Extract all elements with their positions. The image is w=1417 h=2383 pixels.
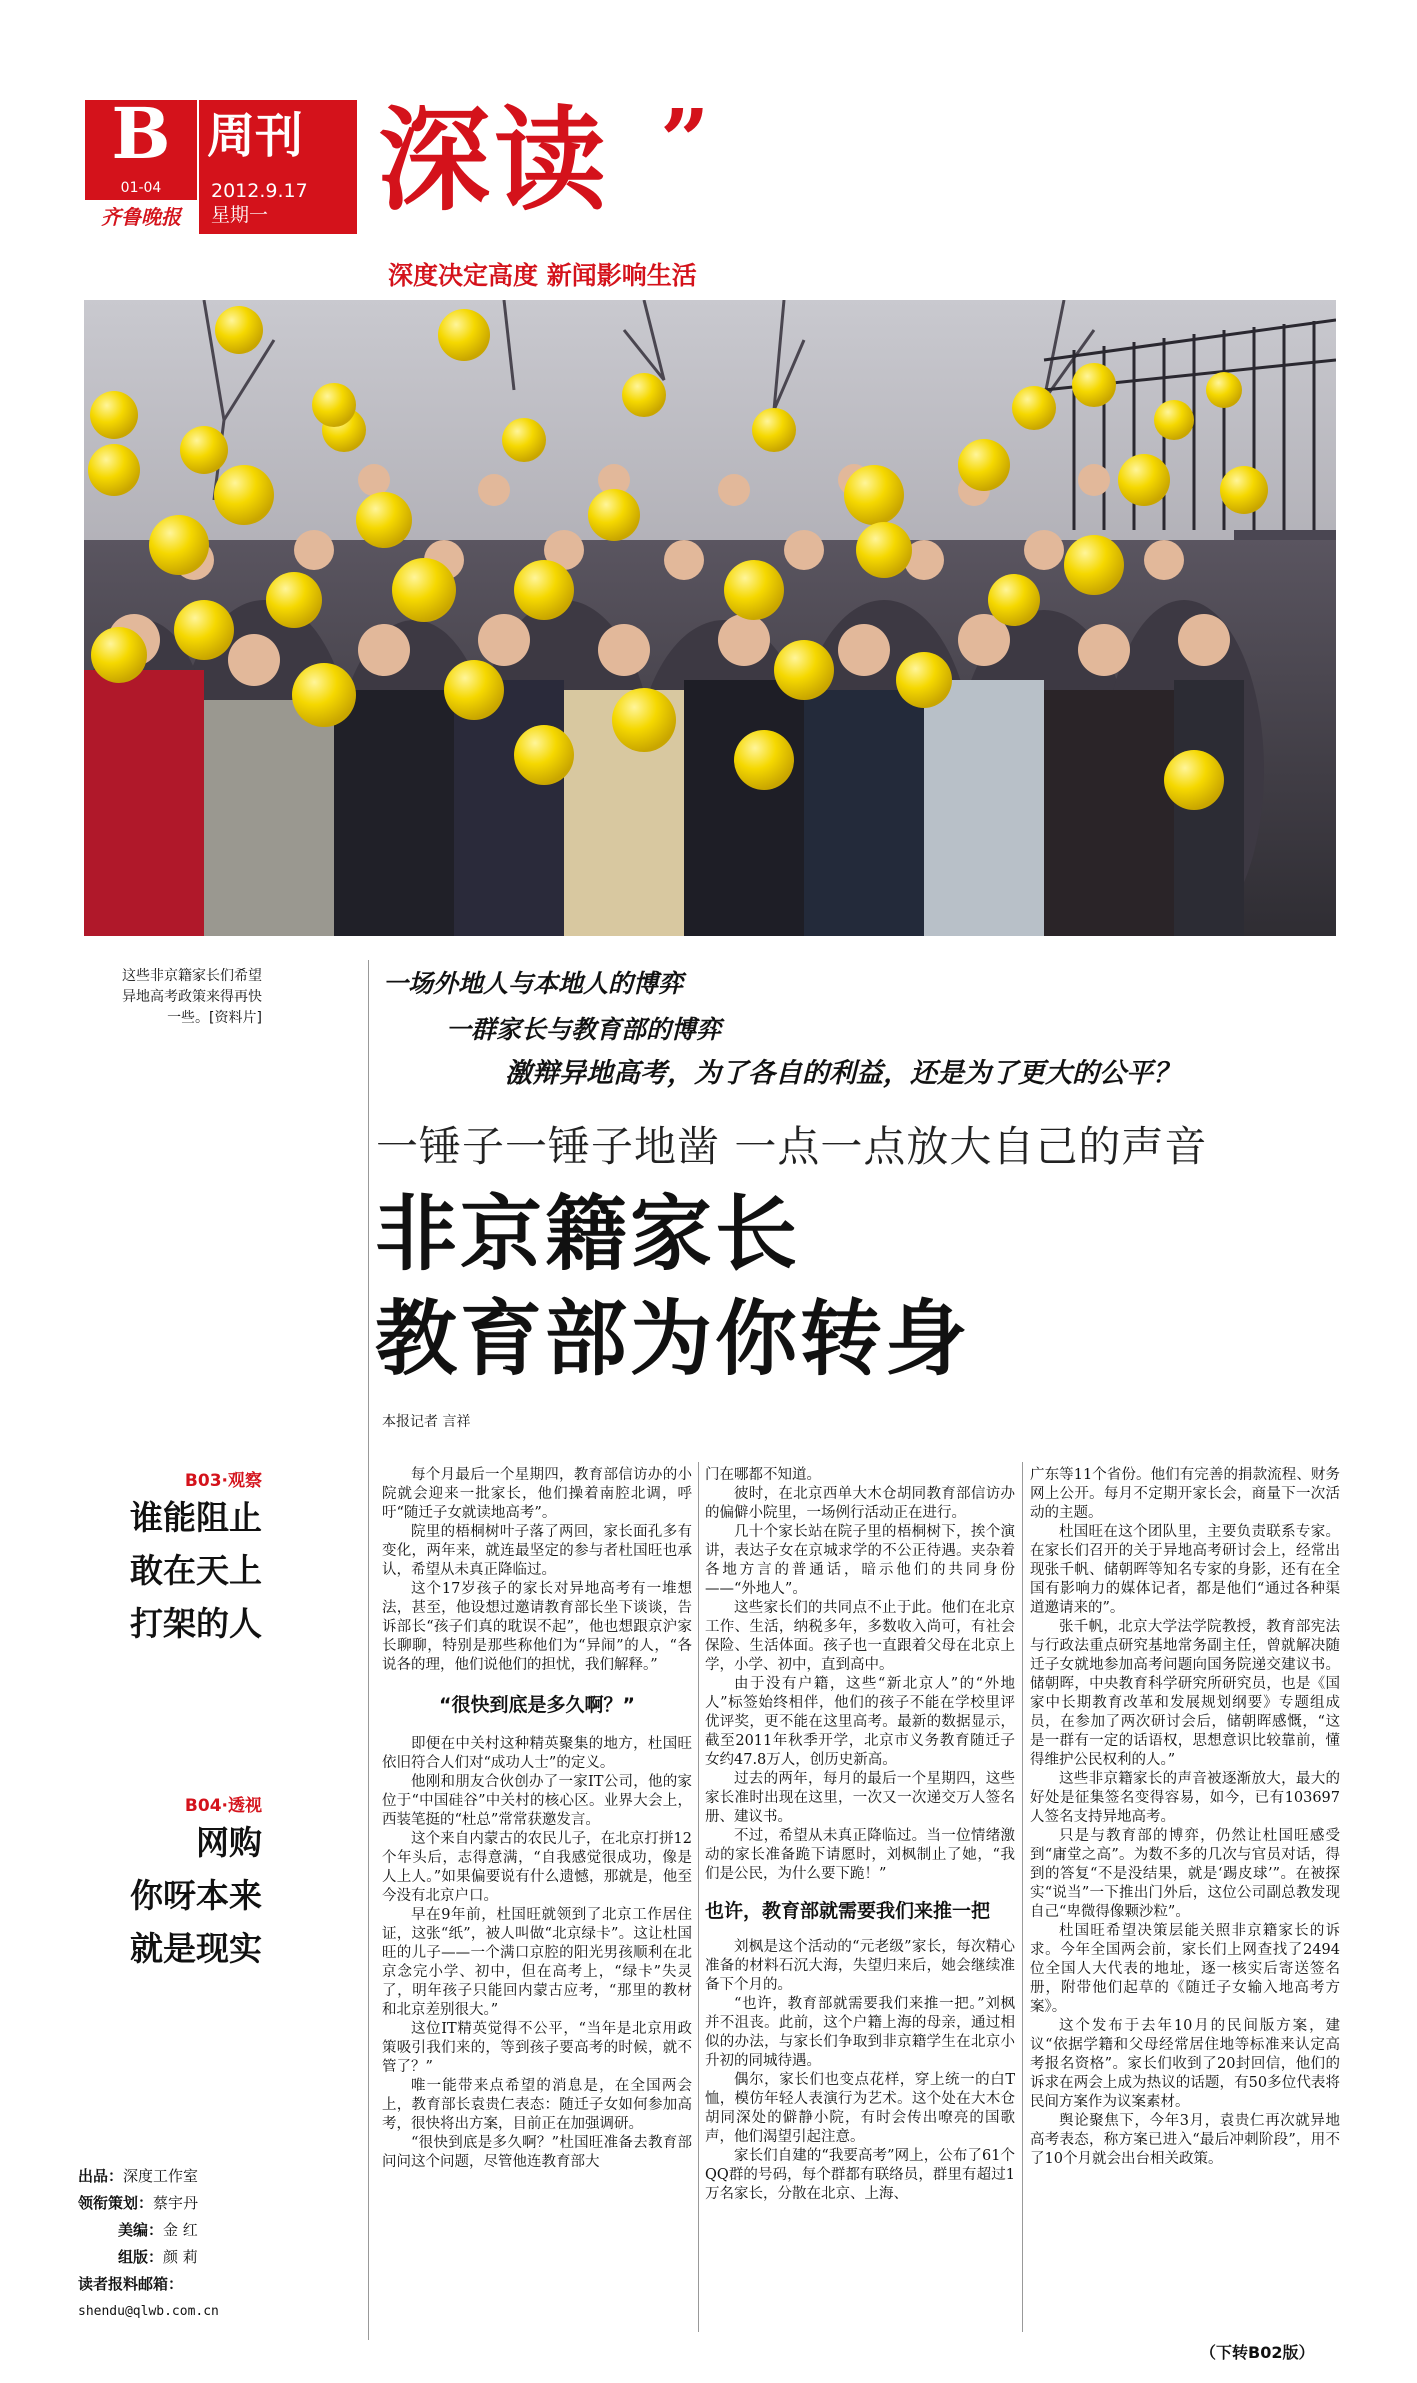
paper-name-logo: 齐鲁晚报 [101,205,181,229]
weekly-label: 周刊 [207,108,304,164]
headline-line-1: 非京籍家长 [375,1187,801,1282]
credit-label: 出品： [78,2167,124,2185]
article-paragraph: 这位IT精英觉得不公平，“当年是北京用政策吸引我们来的，等到孩子要高考的时候，就不管了？” [382,2021,692,2075]
weekly-badge [197,100,357,234]
article-paragraph: 过去的两年，每月的最后一个星期四，这些家长准时出现在这里，一次又一次递交万人签名册、建议书。 [705,1771,1015,1825]
credit-value: 金 红 [163,2221,198,2239]
article-paragraph: 这个发布于去年10月的民间版方案，建议“依据学籍和父母经常居住地等标准来认定高考报名资格”。家长们收到了20封回信，他们的诉求在两会上成为热议的话题，有50多位代表将民间方案作为议案素材。 [1030,2018,1340,2110]
byline: 本报记者 言祥 [382,1414,471,1430]
article-column-3 [1030,1466,1340,2326]
article-paragraph: 这些家长们的共同点不止于此。他们在北京工作、生活，纳税多年，多数收入尚可，有社会保险、生活体面。孩子也一直跟着父母在北京上学，小学、初中，直到高中。 [705,1600,1015,1673]
quote-mark-icon: ” [660,91,710,192]
issue-weekday: 星期一 [211,204,269,226]
section-b-logo [85,92,197,200]
article-paragraph: 门在哪都不知道。 [705,1467,821,1483]
teaser-b04-tag: B04·透视 [184,1796,262,1816]
credit-row [78,2217,260,2244]
article-paragraph: 唯一能带来点希望的消息是，在全国两会上，教育部长袁贵仁表态：随迁子女如何参加高考，很快将出方案，目前正在加强调研。 [382,2078,692,2132]
article-paragraph: 只是与教育部的博弈，仍然让杜国旺感受到“庸堂之高”。为数不多的几次与官员对话，得到的答复“不是没结果，就是‘踢皮球’”。在被探实“说当”一下推出门外后，这位公司副总教发现自己“卑微得像颗沙粒”。 [1030,1828,1340,1920]
article-column-2 [705,1466,1015,2326]
article-paragraph: 每个月最后一个星期四，教育部信访办的小院就会迎来一批家长，他们操着南腔北调，呼吁“随迁子女就读地高考”。 [382,1467,692,1521]
credit-label: 读者报料邮箱： [78,2275,184,2293]
section-title: 深读 [378,96,610,226]
article-paragraph: 彼时，在北京西单大木仓胡同教育部信访办的偏僻小院里，一场例行活动正在进行。 [705,1486,1015,1521]
article-paragraph: 即便在中关村这种精英聚集的地方，杜国旺依旧符合人们对“成功人士”的定义。 [382,1736,692,1771]
credit-label: 组版： [118,2248,164,2266]
article-column-1 [382,1466,692,2326]
article-paragraph: 偶尔，家长们也变点花样，穿上统一的白T恤，模仿年轻人表演行为艺术。这个处在大木仓胡同深处的僻静小院，有时会传出嘹亮的国歌声，他们渴望引起注意。 [705,2072,1015,2145]
credit-row [78,2163,260,2190]
reader-email[interactable]: shendu@qlwb.com.cn [78,2304,219,2319]
kicker-2: 一群家长与教育部的博弈 [446,1015,722,1044]
page-range: 01-04 [120,180,162,196]
issue-date: 2012.9.17 [211,180,308,202]
article-paragraph: 广东等11个省份。他们有完善的捐款流程、财务网上公开。每月不定期开家长会，商量下一次活动的主题。 [1030,1467,1340,1521]
section-letter: B [111,92,171,175]
article-paragraph: 刘枫是这个活动的“元老级”家长，每次精心准备的材料石沉大海，失望归来后，她会继续准备下个月的。 [705,1939,1015,1993]
article-paragraph: 早在9年前，杜国旺就领到了北京工作居住证，这张“纸”，被人叫做“北京绿卡”。这让杜国旺的儿子——一个满口京腔的阳光男孩顺利在北京念完小学、初中，但在高考上，“绿卡”失灵了，明年孩子只能回内蒙古应考，“那里的教材和北京差别很大。” [382,1907,692,2018]
teaser-b04-line: 网购 [196,1823,262,1862]
column-divider [368,960,369,2340]
photo-caption: 这些非京籍家长们希望异地高考政策来得再快一些。[资料片] [122,968,262,1026]
article-paragraph: 不过，希望从未真正降临过。当一位情绪激动的家长准备跪下请愿时，刘枫制止了她，“我们是公民，为什么要下跪！” [705,1828,1015,1882]
continued-on-b02[interactable]: （下转B02版） [1200,2343,1315,2362]
teaser-b03-headline[interactable] [92,1491,262,1650]
article-paragraph: 他刚和朋友合伙创办了一家IT公司，他的家位于“中国硅谷”中关村的核心区。业界大会上，西装笔挺的“杜总”常常获邀发言。 [382,1774,692,1828]
credit-value: 蔡宇丹 [153,2194,199,2212]
column-divider [1022,1462,1023,2332]
article-paragraph: 杜国旺希望决策层能关照非京籍家长的诉求。今年全国两会前，家长们上网查找了2494位全国人大代表的地址，逐一核实后寄送签名册，附带他们起草的《随迁子女输入地高考方案》。 [1030,1923,1340,2015]
headline-line-2: 教育部为你转身 [375,1292,971,1387]
article-paragraph: 院里的梧桐树叶子落了两回，家长面孔多有变化，两年来，就连最坚定的参与者杜国旺也承认，希望从未真正降临过。 [382,1524,692,1578]
article-paragraph: 杜国旺在这个团队里，主要负责联系专家。在家长们召开的关于异地高考研讨会上，经常出现张千帆、储朝晖等知名专家的身影，还有在全国有影响力的媒体记者，都是他们“通过各种渠道邀请来的”。 [1030,1524,1340,1616]
credit-row [78,2244,260,2271]
section-slogan: 深度决定高度 新闻影响生活 [388,261,697,290]
article-paragraph: 由于没有户籍，这些“新北京人”的“外地人”标签始终相伴，他们的孩子不能在学校里评优评奖，更不能在这里高考。最新的数据显示，截至2011年秋季开学，北京市义务教育随迁子女约47.8万人，创历史新高。 [705,1676,1015,1768]
credit-row [78,2271,260,2298]
subheadline: 一锤子一锤子地凿 一点一点放大自己的声音 [376,1122,1208,1171]
teaser-b04-line: 就是现实 [130,1929,262,1968]
teaser-b04-headline[interactable] [92,1816,262,1975]
teaser-b03-tag: B03·观察 [184,1471,262,1491]
credit-label: 领衔策划： [78,2194,154,2212]
kicker-3: 激辩异地高考，为了各自的利益，还是为了更大的公平？ [505,1058,1180,1089]
article-paragraph: 这些非京籍家长的声音被逐渐放大，最大的好处是征集签名变得容易，如今，已有103697人签名支持异地高考。 [1030,1771,1340,1825]
article-paragraph: “很快到底是多久啊？”杜国旺准备去教育部问问这个问题，尽管他连教育部大 [382,2135,692,2170]
article-crosshead: “很快到底是多久啊？” [439,1694,635,1716]
article-paragraph: 几十个家长站在院子里的梧桐树下，挨个演讲，表达子女在京城求学的不公正待遇。夹杂着各地方言的普通话，暗示他们的共同身份——“外地人”。 [705,1524,1015,1597]
article-paragraph: 这个来自内蒙古的农民儿子，在北京打拼12个年头后，志得意满，“自我感觉很成功，像是人上人。”如果偏要说有什么遗憾，那就是，他至今没有北京户口。 [382,1831,692,1904]
article-paragraph: “也许，教育部就需要我们来推一把。”刘枫并不沮丧。此前，这个户籍上海的母亲，通过相似的办法，与家长们争取到非京籍学生在北京小升初的同城待遇。 [705,1996,1015,2069]
column-divider [698,1462,699,2332]
credit-value: 颜 莉 [163,2248,198,2266]
credit-row [78,2190,260,2217]
article-paragraph: 这个17岁孩子的家长对异地高考有一堆想法，甚至，他设想过邀请教育部长坐下谈谈，告诉部长“孩子们真的耽误不起”，他也想跟京沪家长聊聊，特别是那些称他们为“异闹”的人，“各说各的理，他们说他们的担忧，我们解释。” [382,1581,692,1673]
lead-photo [84,300,1336,936]
credit-value: 深度工作室 [123,2167,199,2185]
article-paragraph: 张千帆，北京大学法学院教授，教育部宪法与行政法重点研究基地常务副主任，曾就解决随迁子女就地参加高考问题向国务院递交建议书。储朝晖，中央教育科学研究所研究员，也是《国家中长期教育改革和发展规划纲要》专题组成员，在参加了两次研讨会后，储朝晖感慨，“这是一群有一定的话语权，思想意识比较靠前，懂得维护公民权利的人。” [1030,1619,1340,1768]
teaser-b03-line: 打架的人 [130,1604,262,1643]
article-crosshead: 也许，教育部就需要我们来推一把 [705,1900,991,1922]
teaser-b04-line: 你呀本来 [130,1876,262,1915]
credit-label: 美编： [118,2221,164,2239]
article-paragraph: 家长们自建的“我要高考”网上，公布了61个QQ群的号码，每个群都有联络员，群里有超过1万名家长，分散在北京、上海、 [705,2148,1015,2202]
kicker-1: 一场外地人与本地人的博弈 [383,969,684,998]
article-paragraph: 舆论聚焦下，今年3月，袁贵仁再次就异地高考表态，称方案已进入“最后冲刺阶段”，用不了10个月就会出台相关政策。 [1030,2113,1340,2167]
teaser-b03-line: 敢在天上 [130,1551,262,1590]
teaser-b03-line: 谁能阻止 [130,1498,262,1537]
credits-box [78,2163,260,2325]
